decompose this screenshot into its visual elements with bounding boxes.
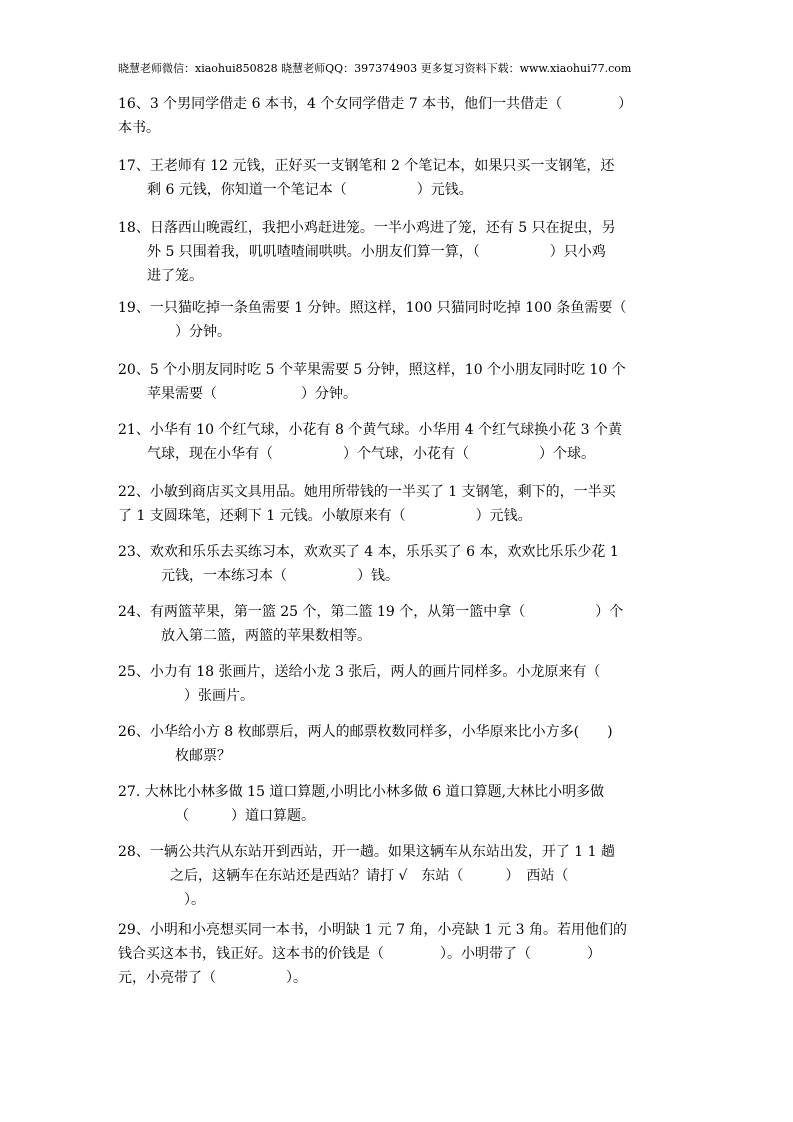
question-line: 16、3 个男同学借走 6 本书，4 个女同学借走 7 本书，他们一共借走（ ）: [118, 96, 633, 112]
question-17: [118, 154, 678, 202]
question-line: ）张画片。: [184, 688, 254, 704]
question-20: [118, 358, 678, 406]
question-line: 元，小亮带了（ ）。: [118, 970, 307, 986]
question-line: 苹果需要（ ）分钟。: [147, 386, 357, 402]
question-line: 进了笼。: [147, 268, 203, 284]
question-line: ）。: [184, 892, 205, 908]
question-21: [118, 418, 678, 466]
question-line: 27. 大林比小林多做 15 道口算题,小明比小林多做 6 道口算题,大林比小明多做: [118, 784, 605, 800]
question-27: [118, 780, 678, 828]
question-line: 18、日落西山晚霞红，我把小鸡赶进笼。一半小鸡进了笼，还有 5 只在捉虫，另: [118, 220, 616, 236]
question-line: ）分钟。: [147, 324, 231, 340]
question-24: [118, 600, 678, 648]
question-25: [118, 660, 678, 708]
question-22: [118, 480, 678, 528]
question-line: 26、小华给小方 8 枚邮票后，两人的邮票枚数同样多，小华原来比小方多( ): [118, 724, 613, 740]
question-line: 气球，现在小华有（ ）个气球，小花有（ ）个球。: [147, 446, 595, 462]
question-line: 元钱，一本练习本（ ）钱。: [161, 568, 399, 584]
question-line: 22、小敏到商店买文具用品。她用所带钱的一半买了 1 支钢笔，剩下的，一半买: [118, 484, 616, 500]
question-line: 25、小力有 18 张画片，送给小龙 3 张后，两人的画片同样多。小龙原来有（: [118, 664, 601, 680]
question-line: 17、王老师有 12 元钱，正好买一支钢笔和 2 个笔记本，如果只买一支钢笔，还: [118, 158, 615, 174]
question-line: 21、小华有 10 个红气球，小花有 8 个黄气球。小华用 4 个红气球换小花 3 个黄: [118, 422, 622, 438]
question-line: （ ）道口算题。: [175, 808, 315, 824]
question-line: 剩 6 元钱，你知道一个笔记本（ ）元钱。: [147, 182, 473, 198]
question-line: 放入第二篮，两篮的苹果数相等。: [161, 628, 371, 644]
question-line: 之后，这辆车在东站还是西站？请打 √ 东站（ ） 西站（: [170, 868, 569, 884]
question-line: 钱合买这本书，钱正好。这本书的价钱是（ ）。小明带了（ ）: [118, 946, 601, 962]
question-line: 29、小明和小亮想买同一本书，小明缺 1 元 7 角，小亮缺 1 元 3 角。若用他们的: [118, 922, 628, 938]
question-line: 28、一辆公共汽从东站开到西站，开一趟。如果这辆车从东站出发，开了 1 1 趟: [118, 844, 615, 860]
question-line: 枚邮票？: [175, 748, 231, 764]
question-16: [118, 92, 678, 140]
question-29: [118, 918, 678, 990]
question-19: [118, 296, 678, 344]
question-line: 了 1 支圆珠笔，还剩下 1 元钱。小敏原来有（ ）元钱。: [118, 508, 532, 524]
question-23: [118, 540, 678, 588]
question-line: 本书。: [118, 120, 160, 136]
question-line: 19、一只猫吃掉一条鱼需要 1 分钟。照这样，100 只猫同时吃掉 100 条鱼需要（: [118, 300, 627, 316]
question-28: [118, 840, 678, 912]
question-line: 23、欢欢和乐乐去买练习本，欢欢买了 4 本，乐乐买了 6 本，欢欢比乐乐少花 1: [118, 544, 619, 560]
question-line: 20、5 个小朋友同时吃 5 个苹果需要 5 分钟，照这样，10 个小朋友同时吃 10 个: [118, 362, 626, 378]
question-18: [118, 216, 678, 288]
question-26: [118, 720, 678, 768]
question-line: 24、有两篮苹果，第一篮 25 个，第二篮 19 个，从第一篮中拿（ ）个: [118, 604, 624, 620]
page-header: 晓慧老师微信：xiaohui850828 晓慧老师QQ：397374903 更多复习资料下载：www.xiaohui77.com: [118, 62, 632, 75]
question-line: 外 5 只围着我，叽叽喳喳闹哄哄。小朋友们算一算，（ ）只小鸡: [147, 244, 606, 260]
